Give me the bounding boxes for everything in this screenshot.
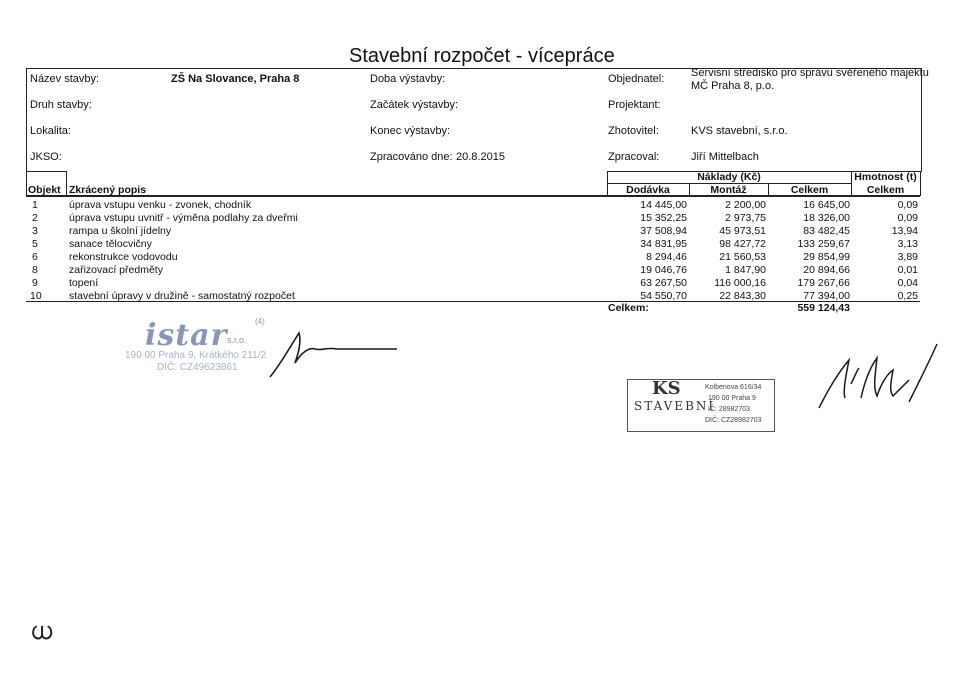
row-5-montaz: 21 560,53 xyxy=(719,251,766,263)
row-6-popis: zařizovací předměty xyxy=(69,264,163,276)
row-6-dodavka: 19 046,76 xyxy=(640,264,687,276)
row-2-dodavka: 15 352,25 xyxy=(640,212,687,224)
doba-label: Doba výstavby: xyxy=(370,73,446,85)
row-3-hmotnost: 13,94 xyxy=(891,225,918,237)
row-1-popis: úprava vstupu venku - zvonek, chodník xyxy=(69,199,252,211)
row-7-celkem: 179 267,66 xyxy=(797,277,850,289)
row-8-celkem: 77 394,00 xyxy=(803,290,850,302)
kvs-brand: STAVEBNÍ xyxy=(634,399,716,413)
zpracovano-label: Zpracováno dne: xyxy=(370,151,453,163)
zpracovano-value: 20.8.2015 xyxy=(456,151,505,163)
row-4-celkem: 133 259,67 xyxy=(797,238,850,250)
row-3-objekt: 3 xyxy=(32,225,38,237)
nazev-value: ZŠ Na Slovance, Praha 8 xyxy=(171,73,300,85)
row-7-objekt: 9 xyxy=(32,277,38,289)
row-6-hmotnost: 0,01 xyxy=(897,264,918,276)
row-5-celkem: 29 854,99 xyxy=(803,251,850,263)
row-1-objekt: 1 xyxy=(32,199,38,211)
istar-mark: (4) xyxy=(255,317,265,326)
col-dodavka: Dodávka xyxy=(626,184,670,196)
row-7-dodavka: 63 267,50 xyxy=(640,277,687,289)
zacatek-label: Začátek výstavby: xyxy=(370,99,459,111)
kvs-line2: 190 00 Praha 9 xyxy=(708,395,756,402)
row-3-montaz: 45 973,51 xyxy=(719,225,766,237)
row-3-celkem: 83 482,45 xyxy=(803,225,850,237)
istar-dic: DIČ: CZ49623861 xyxy=(157,362,238,373)
row-1-celkem: 16 645,00 xyxy=(803,199,850,211)
row-1-hmotnost: 0,09 xyxy=(897,199,918,211)
signature-left xyxy=(265,325,405,385)
row-6-celkem: 20 894,66 xyxy=(803,264,850,276)
total-value: 559 124,43 xyxy=(797,302,850,314)
col-popis: Zkrácený popis xyxy=(69,184,147,196)
row-5-objekt: 6 xyxy=(32,251,38,263)
row-4-objekt: 5 xyxy=(32,238,38,250)
druh-label: Druh stavby: xyxy=(30,99,92,111)
signature-right xyxy=(815,340,940,415)
nazev-label: Název stavby: xyxy=(30,73,100,85)
row-1-dodavka: 14 445,00 xyxy=(640,199,687,211)
objednatel-value-1: Servisní středisko pro správu svěřeného majektu xyxy=(691,67,929,79)
istar-logo: istar xyxy=(145,318,228,353)
col-hmotnost-celkem: Celkem xyxy=(866,184,905,196)
row-2-montaz: 2 973,75 xyxy=(725,212,766,224)
row-8-hmotnost: 0,25 xyxy=(897,290,918,302)
projektant-label: Projektant: xyxy=(608,99,661,111)
jkso-label: JKSO: xyxy=(30,151,62,163)
row-7-hmotnost: 0,04 xyxy=(897,277,918,289)
objednatel-label: Objednatel: xyxy=(608,73,665,85)
row-3-dodavka: 37 508,94 xyxy=(640,225,687,237)
row-8-popis: stavební úpravy v družině - samostatný rozpočet xyxy=(69,290,295,302)
group-naklady: Náklady (Kč) xyxy=(697,171,761,183)
row-5-popis: rekonstrukce vodovodu xyxy=(69,251,178,263)
corner-mark: ധ xyxy=(30,618,53,645)
group-hmotnost: Hmotnost (t) xyxy=(854,171,917,183)
zpracoval-value: Jiří Mittelbach xyxy=(691,151,759,163)
row-3-popis: rampa u školní jídelny xyxy=(69,225,172,237)
col-celkem: Celkem xyxy=(790,184,829,196)
row-2-celkem: 18 326,00 xyxy=(803,212,850,224)
kvs-line4: DIČ: CZ28982703 xyxy=(705,417,762,424)
kvs-line1: Kolbenova 616/34 xyxy=(705,384,762,391)
objednatel-value-2: MČ Praha 8, p.o. xyxy=(691,80,775,92)
row-5-dodavka: 8 294,46 xyxy=(646,251,687,263)
row-6-montaz: 1 847,90 xyxy=(725,264,766,276)
row-4-hmotnost: 3,13 xyxy=(897,238,918,250)
row-8-dodavka: 54 550,70 xyxy=(640,290,687,302)
zpracoval-label: Zpracoval: xyxy=(608,151,660,163)
zhotovitel-label: Zhotovitel: xyxy=(608,125,659,137)
kvs-logo: KS xyxy=(652,378,681,399)
col-montaz: Montáž xyxy=(710,184,747,196)
row-1-montaz: 2 200,00 xyxy=(725,199,766,211)
row-8-montaz: 22 843,30 xyxy=(719,290,766,302)
lokalita-label: Lokalita: xyxy=(30,125,71,137)
istar-suffix: s.r.o. xyxy=(227,335,247,345)
col-objekt: Objekt xyxy=(28,184,61,196)
row-7-popis: topení xyxy=(69,277,99,289)
row-4-dodavka: 34 831,95 xyxy=(640,238,687,250)
row-7-montaz: 116 000,16 xyxy=(714,277,766,289)
konec-label: Konec výstavby: xyxy=(370,125,451,137)
kvs-line3: IČ: 28982703 xyxy=(708,406,751,413)
row-4-montaz: 98 427,72 xyxy=(719,238,766,250)
page-title: Stavební rozpočet - vícepráce xyxy=(349,45,615,67)
row-4-popis: sanace tělocvičny xyxy=(69,238,152,250)
row-2-objekt: 2 xyxy=(32,212,38,224)
row-2-hmotnost: 0,09 xyxy=(897,212,918,224)
row-5-hmotnost: 3,89 xyxy=(897,251,918,263)
total-label: Celkem: xyxy=(608,302,649,314)
row-6-objekt: 8 xyxy=(32,264,38,276)
istar-address: 190 00 Praha 9, Krátkého 211/2 xyxy=(125,350,267,361)
row-2-popis: úprava vstupu uvnitř - výměna podlahy za dveřmi xyxy=(69,212,298,224)
row-8-objekt: 10 xyxy=(30,290,42,302)
zhotovitel-value: KVS stavební, s.r.o. xyxy=(691,125,788,137)
